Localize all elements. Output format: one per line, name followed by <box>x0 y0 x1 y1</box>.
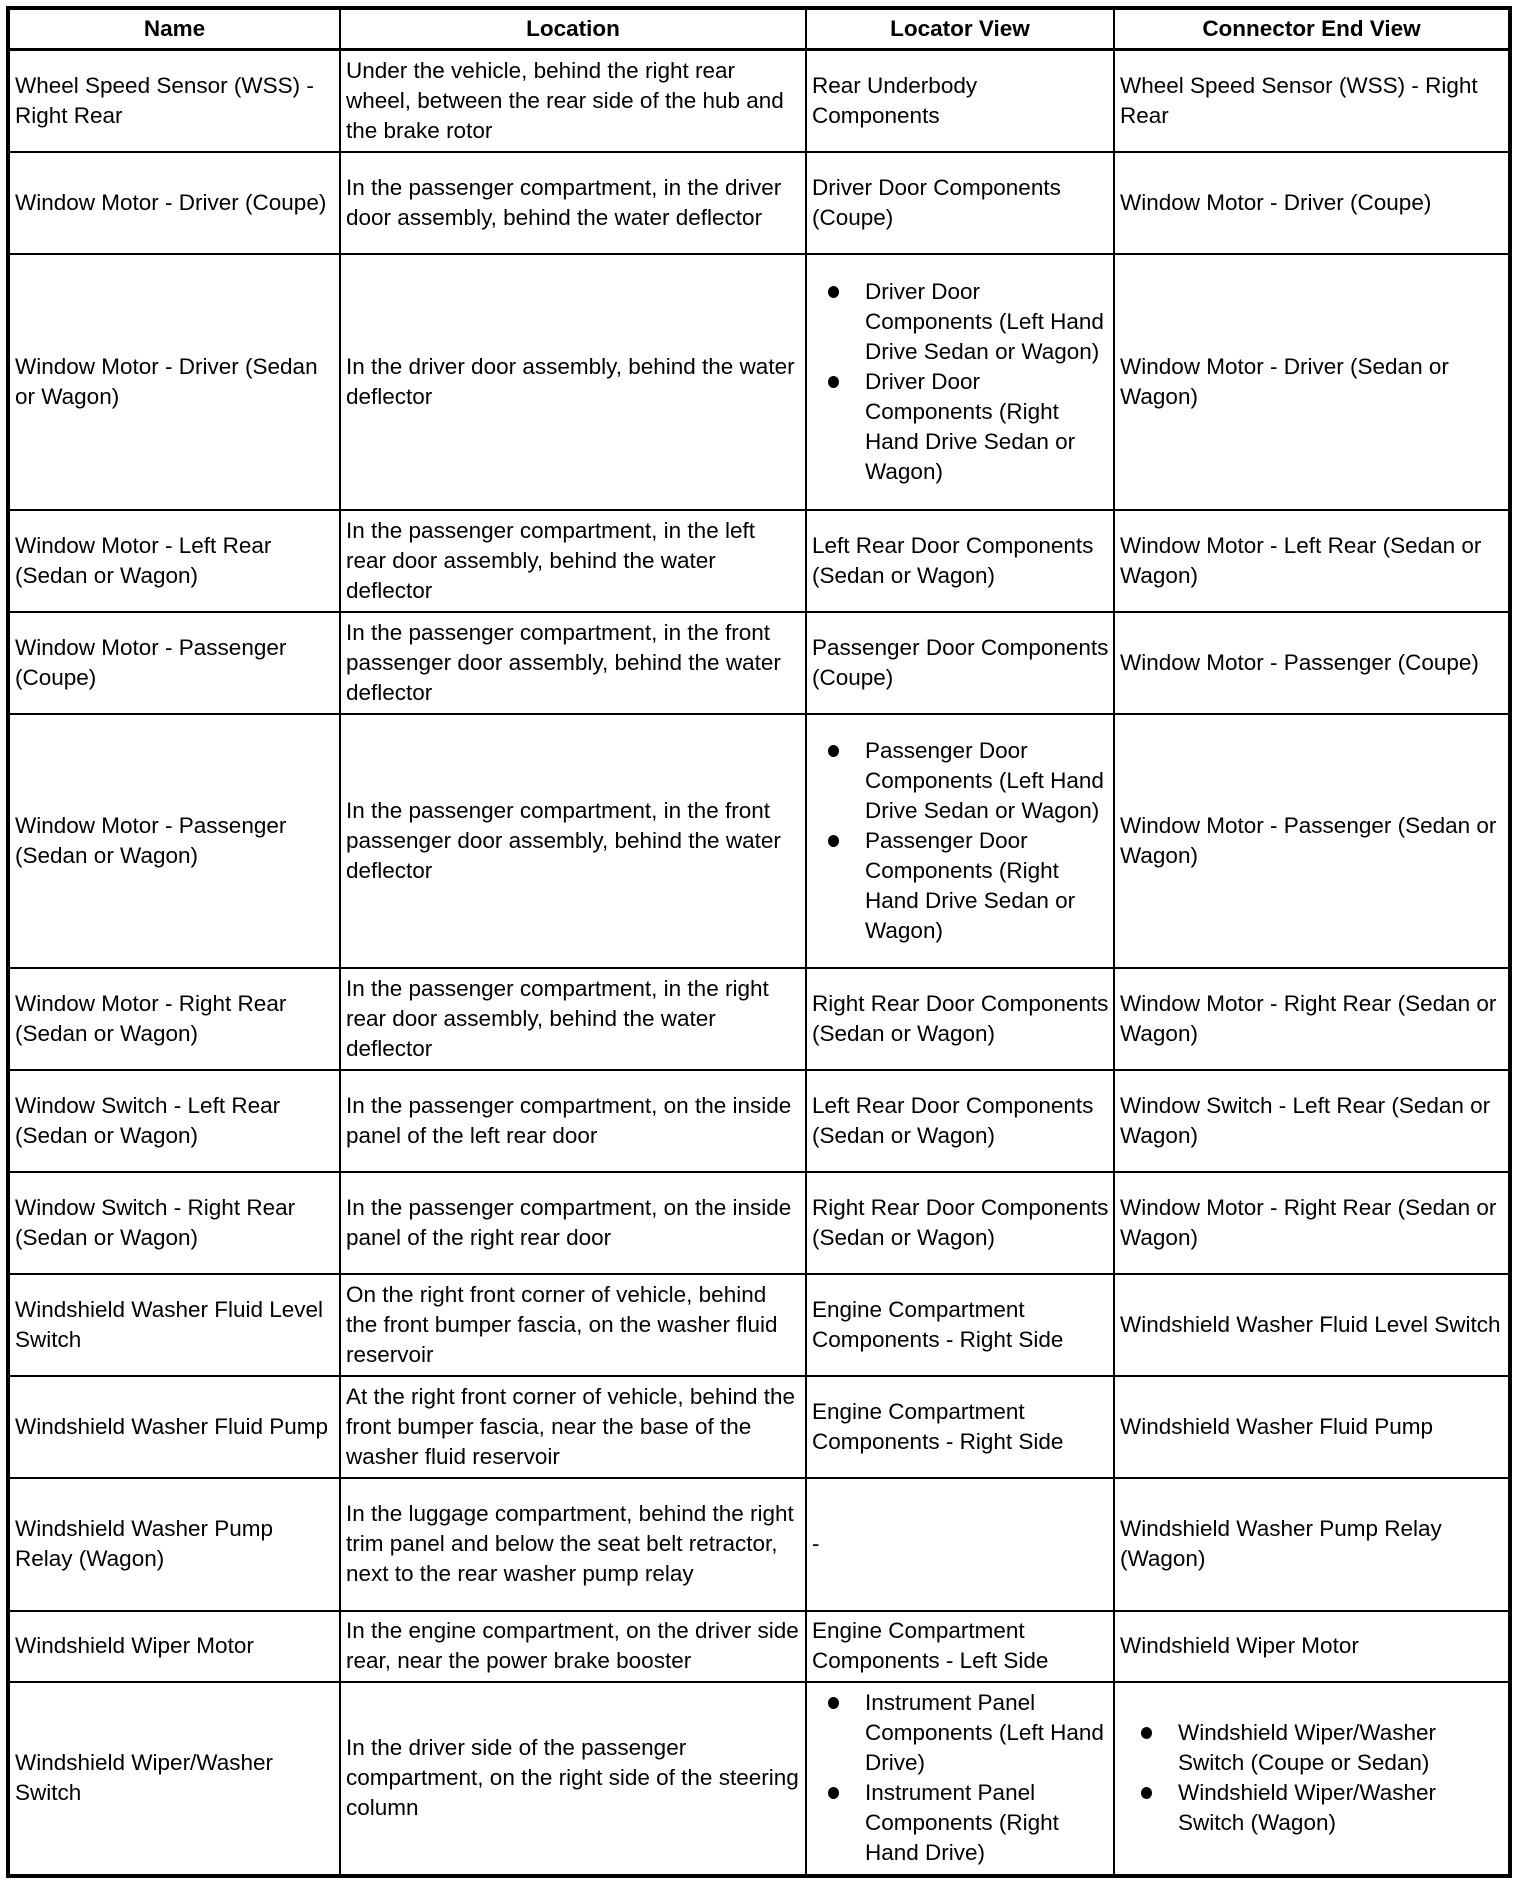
cell-locator-view: Right Rear Door Components (Sedan or Wagon) <box>806 1172 1114 1274</box>
locator-view-list <box>812 277 1109 487</box>
table-row <box>8 1478 1510 1611</box>
locator-view-list <box>812 736 1109 946</box>
cell-locator-view: Driver Door Components (Coupe) <box>806 152 1114 254</box>
cell-connector-end-view: Window Motor - Driver (Coupe) <box>1114 152 1510 254</box>
connector-end-view-item: Windshield Wiper/Washer Switch (Coupe or Sedan) <box>1178 1720 1436 1775</box>
table-row <box>8 152 1510 254</box>
connector-end-view-list <box>1120 1718 1504 1838</box>
cell-location: In the passenger compartment, in the left rear door assembly, behind the water deflector <box>340 510 806 612</box>
cell-name: Window Motor - Left Rear (Sedan or Wagon) <box>8 510 340 612</box>
cell-locator-view: Engine Compartment Components - Right Side <box>806 1274 1114 1376</box>
cell-locator-view: - <box>806 1478 1114 1611</box>
locator-view-item: Instrument Panel Components (Right Hand Drive) <box>865 1780 1059 1865</box>
cell-locator-view: Left Rear Door Components (Sedan or Wagon) <box>806 510 1114 612</box>
cell-name: Window Motor - Passenger (Sedan or Wagon) <box>8 714 340 968</box>
cell-locator-view <box>806 254 1114 510</box>
bullet-icon <box>828 1697 839 1709</box>
cell-name: Window Motor - Passenger (Coupe) <box>8 612 340 714</box>
cell-location: In the engine compartment, on the driver side rear, near the power brake booster <box>340 1611 806 1682</box>
cell-locator-view: Passenger Door Components (Coupe) <box>806 612 1114 714</box>
locator-view-list <box>812 1688 1109 1868</box>
list-item <box>825 1688 1109 1778</box>
cell-name: Window Motor - Driver (Coupe) <box>8 152 340 254</box>
cell-connector-end-view: Window Motor - Right Rear (Sedan or Wagon) <box>1114 1172 1510 1274</box>
bullet-icon <box>828 745 839 757</box>
locator-view-item: Driver Door Components (Right Hand Drive Sedan or Wagon) <box>865 368 1076 484</box>
table-row <box>8 612 1510 714</box>
table-row <box>8 1274 1510 1376</box>
cell-location: In the passenger compartment, in the right rear door assembly, behind the water deflector <box>340 968 806 1070</box>
cell-locator-view <box>806 714 1114 968</box>
cell-connector-end-view: Window Motor - Right Rear (Sedan or Wagon) <box>1114 968 1510 1070</box>
cell-name: Windshield Wiper/Washer Switch <box>8 1682 340 1876</box>
bullet-icon <box>828 835 839 847</box>
table-row <box>8 1172 1510 1274</box>
cell-connector-end-view: Windshield Washer Pump Relay (Wagon) <box>1114 1478 1510 1611</box>
cell-location: In the passenger compartment, in the front passenger door assembly, behind the water deflector <box>340 714 806 968</box>
locator-view-item: Instrument Panel Components (Left Hand Drive) <box>865 1690 1104 1775</box>
header-locator-view: Locator View <box>806 8 1114 50</box>
table-row <box>8 1376 1510 1478</box>
cell-connector-end-view: Windshield Washer Fluid Level Switch <box>1114 1274 1510 1376</box>
cell-location: In the driver side of the passenger compartment, on the right side of the steering column <box>340 1682 806 1876</box>
cell-connector-end-view <box>1114 1682 1510 1876</box>
list-item <box>825 277 1109 367</box>
bullet-icon <box>828 376 839 388</box>
cell-name: Window Motor - Driver (Sedan or Wagon) <box>8 254 340 510</box>
cell-name: Windshield Washer Fluid Level Switch <box>8 1274 340 1376</box>
cell-name: Window Motor - Right Rear (Sedan or Wagon) <box>8 968 340 1070</box>
bullet-icon <box>1141 1787 1152 1799</box>
cell-location: In the passenger compartment, on the inside panel of the right rear door <box>340 1172 806 1274</box>
cell-location: On the right front corner of vehicle, behind the front bumper fascia, on the washer fluid reservoir <box>340 1274 806 1376</box>
bullet-icon <box>1141 1727 1152 1739</box>
cell-name: Window Switch - Right Rear (Sedan or Wagon) <box>8 1172 340 1274</box>
header-name: Name <box>8 8 340 50</box>
cell-connector-end-view: Window Motor - Passenger (Sedan or Wagon) <box>1114 714 1510 968</box>
bullet-icon <box>828 286 839 298</box>
cell-connector-end-view: Window Motor - Driver (Sedan or Wagon) <box>1114 254 1510 510</box>
cell-locator-view: Engine Compartment Components - Left Side <box>806 1611 1114 1682</box>
cell-locator-view: Right Rear Door Components (Sedan or Wagon) <box>806 968 1114 1070</box>
cell-locator-view: Engine Compartment Components - Right Side <box>806 1376 1114 1478</box>
table-row <box>8 1611 1510 1682</box>
cell-connector-end-view: Windshield Wiper Motor <box>1114 1611 1510 1682</box>
locator-view-item: Passenger Door Components (Right Hand Drive Sedan or Wagon) <box>865 827 1076 943</box>
table-row <box>8 50 1510 152</box>
table-row <box>8 968 1510 1070</box>
cell-location: In the passenger compartment, on the inside panel of the left rear door <box>340 1070 806 1172</box>
cell-location: In the driver door assembly, behind the water deflector <box>340 254 806 510</box>
cell-name: Windshield Wiper Motor <box>8 1611 340 1682</box>
list-item <box>1138 1718 1504 1778</box>
cell-connector-end-view: Windshield Washer Fluid Pump <box>1114 1376 1510 1478</box>
locator-view-item: Passenger Door Components (Left Hand Drive Sedan or Wagon) <box>865 737 1104 823</box>
cell-connector-end-view: Window Motor - Left Rear (Sedan or Wagon) <box>1114 510 1510 612</box>
header-row <box>8 8 1510 50</box>
table-row <box>8 1070 1510 1172</box>
bullet-icon <box>828 1787 839 1799</box>
list-item <box>825 736 1109 826</box>
connector-table <box>6 6 1512 1878</box>
list-item <box>825 826 1109 946</box>
cell-location: In the passenger compartment, in the front passenger door assembly, behind the water deflector <box>340 612 806 714</box>
list-item <box>825 1778 1109 1868</box>
cell-connector-end-view: Window Motor - Passenger (Coupe) <box>1114 612 1510 714</box>
cell-connector-end-view: Wheel Speed Sensor (WSS) - Right Rear <box>1114 50 1510 152</box>
list-item <box>825 367 1109 487</box>
locator-view-item: Driver Door Components (Left Hand Drive Sedan or Wagon) <box>865 278 1104 364</box>
connector-end-view-item: Windshield Wiper/Washer Switch (Wagon) <box>1178 1780 1436 1835</box>
table-row <box>8 1682 1510 1876</box>
cell-name: Windshield Washer Fluid Pump <box>8 1376 340 1478</box>
header-location: Location <box>340 8 806 50</box>
cell-locator-view: Rear Underbody Components <box>806 50 1114 152</box>
cell-name: Window Switch - Left Rear (Sedan or Wagon) <box>8 1070 340 1172</box>
table-row <box>8 714 1510 968</box>
cell-location: In the passenger compartment, in the driver door assembly, behind the water deflector <box>340 152 806 254</box>
table-row <box>8 254 1510 510</box>
cell-location: At the right front corner of vehicle, behind the front bumper fascia, near the base of the washer fluid reservoir <box>340 1376 806 1478</box>
cell-connector-end-view: Window Switch - Left Rear (Sedan or Wagon) <box>1114 1070 1510 1172</box>
header-connector-end-view: Connector End View <box>1114 8 1510 50</box>
cell-locator-view <box>806 1682 1114 1876</box>
cell-name: Wheel Speed Sensor (WSS) - Right Rear <box>8 50 340 152</box>
cell-name: Windshield Washer Pump Relay (Wagon) <box>8 1478 340 1611</box>
cell-location: Under the vehicle, behind the right rear wheel, between the rear side of the hub and the brake rotor <box>340 50 806 152</box>
list-item <box>1138 1778 1504 1838</box>
cell-location: In the luggage compartment, behind the right trim panel and below the seat belt retractor, next to the rear washer pump relay <box>340 1478 806 1611</box>
cell-locator-view: Left Rear Door Components (Sedan or Wagon) <box>806 1070 1114 1172</box>
table-row <box>8 510 1510 612</box>
